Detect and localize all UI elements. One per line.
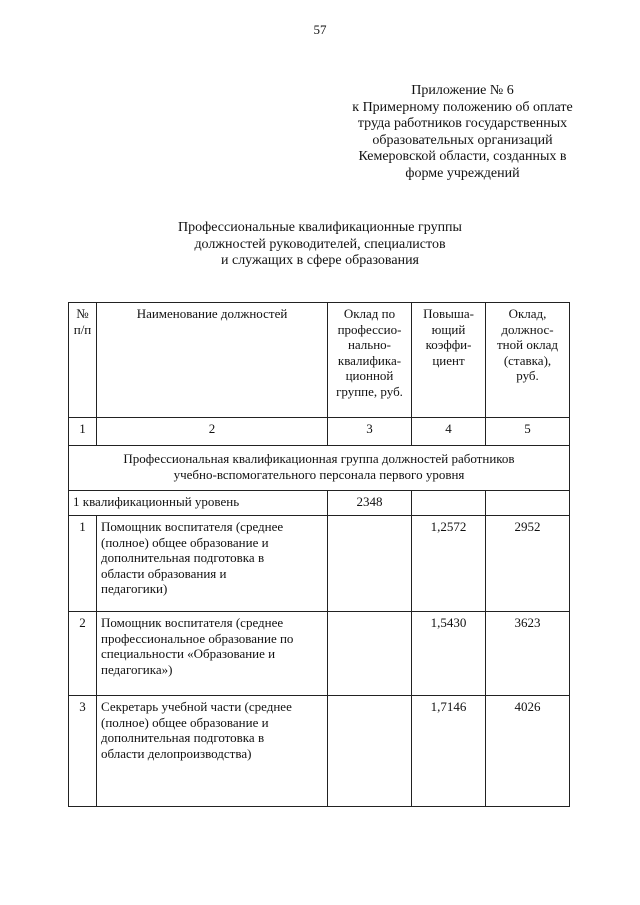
row-position-name: Помощник воспитателя (среднее (полное) общее образование и дополнительная подготовка в области образования и педагогики) bbox=[97, 516, 328, 612]
row-coefficient: 1,2572 bbox=[412, 516, 486, 612]
title-line: и служащих в сфере образования bbox=[220, 253, 419, 268]
row-num: 2 bbox=[69, 612, 97, 696]
header-coefficient: Повыша- ющий коэффи- циент bbox=[412, 303, 486, 418]
appendix-line: образовательных организаций bbox=[372, 132, 553, 148]
header-base-salary: Оклад по профессио- нально- квалифика- ционной группе, руб. bbox=[328, 303, 412, 418]
row-coefficient: 1,7146 bbox=[412, 696, 486, 807]
row-num: 1 bbox=[69, 516, 97, 612]
level-salary: 2348 bbox=[328, 491, 412, 516]
group-title-row bbox=[69, 446, 570, 491]
appendix-line: труда работников государственных bbox=[357, 116, 568, 131]
table-row bbox=[69, 612, 570, 696]
header-num: № п/п bbox=[69, 303, 97, 418]
appendix-line: форме учреждений bbox=[405, 165, 520, 181]
column-number: 3 bbox=[328, 418, 412, 446]
column-number: 4 bbox=[412, 418, 486, 446]
row-salary: 3623 bbox=[486, 612, 570, 696]
document-title bbox=[0, 220, 640, 270]
table-header-row bbox=[69, 303, 570, 418]
header-position-name: Наименование должностей bbox=[97, 303, 328, 418]
appendix-line: к Примерному положению об оплате bbox=[352, 99, 573, 115]
row-coefficient: 1,5430 bbox=[412, 612, 486, 696]
appendix-note bbox=[330, 83, 595, 182]
appendix-line: Приложение № 6 bbox=[411, 83, 514, 98]
appendix-line: Кемеровской области, созданных в bbox=[358, 149, 567, 164]
column-number: 5 bbox=[486, 418, 570, 446]
column-number-row bbox=[69, 418, 570, 446]
row-position-name: Помощник воспитателя (среднее профессиональное образование по специальности «Образование и педагогика») bbox=[97, 612, 328, 696]
table-row bbox=[69, 516, 570, 612]
row-salary: 4026 bbox=[486, 696, 570, 807]
group-title: Профессиональная квалификационная группа должностей работников учебно-вспомогательного персонала первого уровня bbox=[69, 446, 570, 491]
column-number: 1 bbox=[69, 418, 97, 446]
salary-table bbox=[68, 302, 570, 807]
title-line: Профессиональные квалификационные группы bbox=[178, 220, 462, 235]
level-label: 1 квалификационный уровень bbox=[69, 491, 328, 516]
table-row bbox=[69, 696, 570, 807]
title-line: должностей руководителей, специалистов bbox=[194, 236, 446, 252]
row-position-name: Секретарь учебной части (среднее (полное) общее образование и дополнительная подготовка в области делопроизводства) bbox=[97, 696, 328, 807]
header-salary: Оклад, должнос- тной оклад (ставка), руб. bbox=[486, 303, 570, 418]
row-salary: 2952 bbox=[486, 516, 570, 612]
qualification-level-row bbox=[69, 491, 570, 516]
row-num: 3 bbox=[69, 696, 97, 807]
column-number: 2 bbox=[97, 418, 328, 446]
page-number: 57 bbox=[313, 22, 327, 37]
